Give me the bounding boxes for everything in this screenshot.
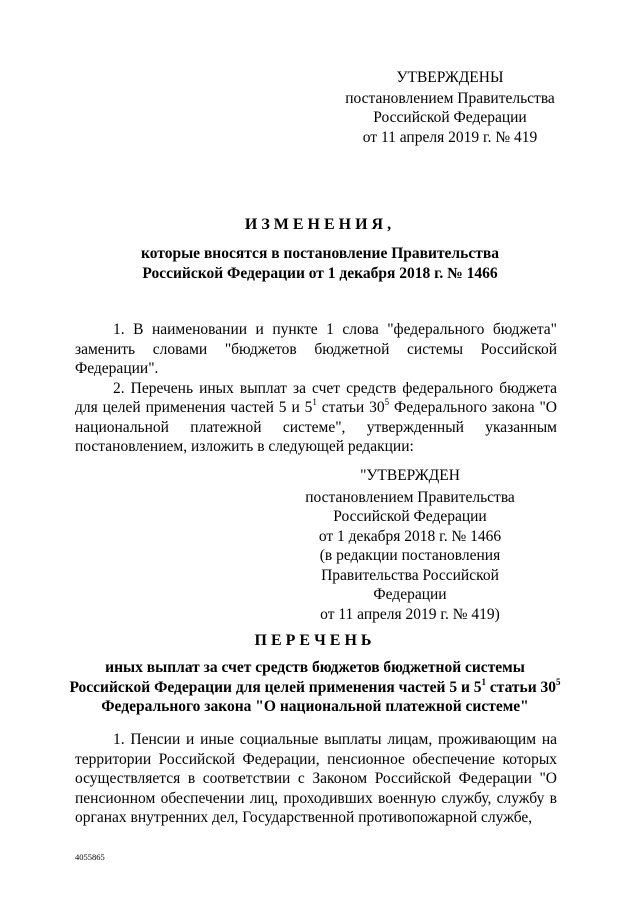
- approval-block-top: [335, 68, 565, 147]
- changes-subtitle-line: которые вносятся в постановление Правительства: [141, 245, 499, 262]
- changes-title: ИЗМЕНЕНИЯ,: [244, 216, 396, 233]
- approval-block-inner: [295, 466, 525, 624]
- amendment-item-1: [75, 320, 557, 379]
- document-id: 4055865: [75, 852, 105, 862]
- approval-inner-line: Правительства Российской Федерации: [321, 566, 499, 603]
- amendment-item-2: 2. Перечень иных выплат за счет средств федерального бюджета для целей применения частей 5 и $5^1$ статьи $30^5$ Федерального закона "О национальной платежной системе", утвержденный указанным постановлением, изложить в следующей редакции:: [75, 379, 557, 455]
- approval-inner-line: от 11 апреля 2019 г. № 419): [320, 605, 500, 623]
- list-subtitle: [55, 658, 575, 717]
- approval-inner-line: постановлением Правительства: [305, 488, 515, 506]
- approval-line: от 11 апреля 2019 г. № 419: [362, 128, 538, 146]
- amendment-items: [75, 320, 557, 457]
- list-title: ПЕРЕЧЕНЬ: [254, 632, 376, 649]
- list-subtitle-line: Федерального закона "О национальной платежной системе": [101, 698, 529, 715]
- list-subtitle-line: иных выплат за счет средств бюджетов бюджетной системы: [105, 659, 525, 676]
- amendment-item-1-number: 1.: [113, 321, 125, 338]
- approval-line: Российской Федерации: [373, 109, 527, 126]
- approval-inner-line: Российской Федерации: [333, 508, 487, 525]
- list-item-1-text: 1. Пенсии и иные социальные выплаты лицам, проживающим на территории Российской Федерации, пенсионное обеспечение которых осуществляется в соответствии с Законом Российской Федерации "О пенсионном обеспечении лиц, проходивших военную службу, службу в органах внутренних дел, Государственной противопожарной службе,: [75, 731, 557, 826]
- changes-subtitle: [60, 244, 580, 283]
- approval-title: УТВЕРЖДЕНЫ: [396, 69, 504, 86]
- approval-inner-title: "УТВЕРЖДЕН: [360, 467, 460, 484]
- amendment-item-1-text: В наименовании и пункте 1 слова "федерального бюджета" заменить словами "бюджетов бюджетной системы Российской Федерации".: [75, 321, 557, 377]
- approval-inner-line: (в редакции постановления: [319, 547, 501, 564]
- approval-line: постановлением Правительства: [345, 89, 555, 107]
- list-subtitle-line: Российской Федерации для целей применения частей 5 и $5^1$ статьи $30^5$: [69, 676, 561, 696]
- changes-subtitle-line: Российской Федерации от 1 декабря 2018 г. № 1466: [142, 264, 498, 282]
- approval-inner-line: от 1 декабря 2018 г. № 1466: [318, 527, 502, 545]
- list-item-1: [75, 730, 557, 828]
